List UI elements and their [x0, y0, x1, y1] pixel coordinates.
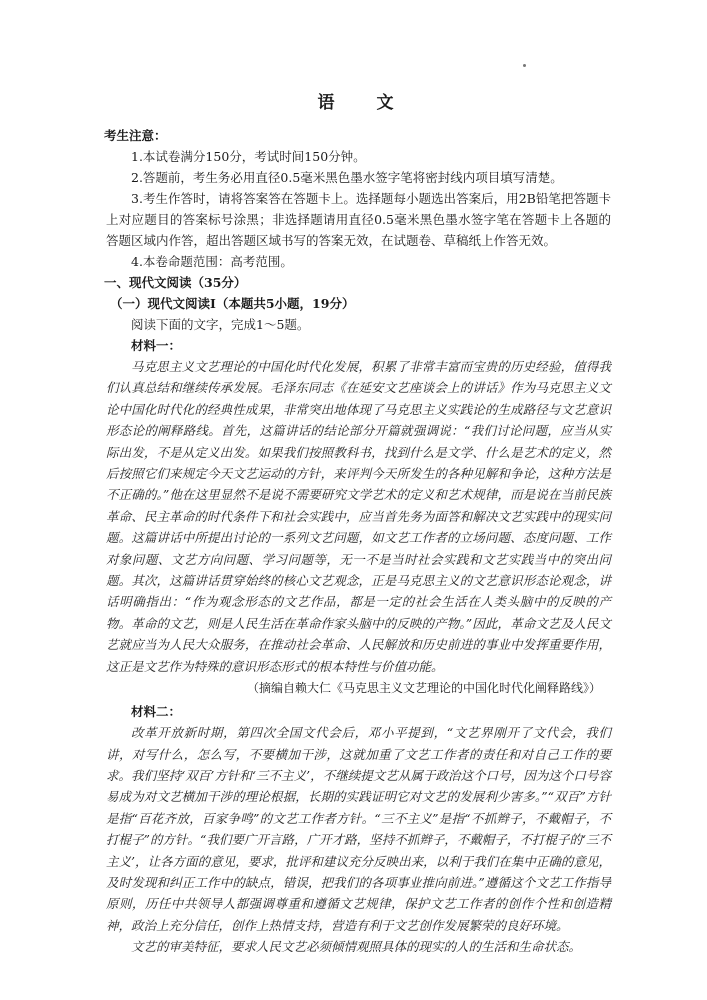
notice-item-3: 3.考生作答时，请将答案答在答题卡上。选择题每小题选出答案后，用2B铅笔把答题卡上对应题目的答案标号涂黑；非选择题请用直径0.5毫米黑色墨水签字笔在答题卡上各题的答题区域内作答，超出答题区域书写的答案无效，在试题卷、草稿纸上作答无效。	[106, 191, 611, 248]
notice-item-2: 2.答题前，考生务必用直径0.5毫米黑色墨水签字笔将密封线内项目填写清楚。	[131, 170, 563, 185]
material-2-label: 材料二：	[131, 704, 182, 720]
material-2-text-continued: 文艺的审美特征，要求人民文艺必须倾情观照具体的现实的人的生活和生命状态。	[131, 939, 582, 955]
material-1-text: 马克思主义文艺理论的中国化时代化发展，积累了非常丰富而宝贵的历史经验，值得我们认真总结和继续传承发展。毛泽东同志《在延安文艺座谈会上的讲话》作为马克思主义文论中国化时代化的经典性成果，非常突出地体现了马克思主义实践论的生成路径与文艺意识形态论的阐释路线。首先，这篇讲话的结论部分开篇就强调说：“我们讨论问题，应当从实际出发，不是从定义出发。如果我们按照教科书，找到什么是文学、什么是艺术的定义，然后按照它们来规定今天文艺运动的方针，来评判今天所发生的各种见解和争论，这种方法是不正确的。”他在这里显然不是说不需要研究文学艺术的定义和艺术规律，而是说在当前民族革命、民主革命的时代条件下和社会实践中，应当首先务为面答和解决文艺实践中的现实问题。这篇讲话中所提出讨论的一系列文艺问题，如文艺工作者的立场问题、态度问题、工作对象问题、文艺方向问题、学习问题等，无一不是当时社会实践和文艺实践当中的突出问题。其次，这篇讲话贯穿始终的核心文艺观念，正是马克思主义的文艺意识形态论观念，讲话明确指出：“作为观念形态的文艺作品，都是一定的社会生活在人类头脑中的反映的产物。革命的文艺，则是人民生活在革命作家头脑中的反映的产物。”因此，革命文艺及人民文艺就应当为人民大众服务，在推动社会革命、人民解放和历史前进的事业中发挥重要作用，这正是文艺作为特殊的意识形态形式的根本特性与价值功能。	[106, 359, 611, 674]
material-1-label: 材料一：	[131, 338, 182, 353]
section-heading: 一、现代文阅读（35分）	[104, 275, 247, 290]
notice-item-4: 4.本卷命题范围：高考范围。	[131, 254, 293, 269]
material-1-source: （摘编自赖大仁《马克思主义文艺理论的中国化时代化阐释路线》）	[246, 681, 601, 696]
page-title: 语 文	[317, 93, 412, 113]
instruction: 阅读下面的文字，完成1～5题。	[131, 317, 310, 332]
subsection-heading: （一）现代文阅读Ⅰ（本题共5小题，19分）	[110, 296, 355, 311]
scan-speck	[523, 64, 526, 67]
notice-heading: 考生注意：	[104, 128, 167, 143]
material-2-text: 改革开放新时期，第四次全国文代会后，邓小平提到，“文艺界刚开了文代会，我们讲，对写什么，怎么写，不要横加干涉，这就加重了文艺工作者的责任和对自己工作的要求。我们坚持‘双百’方针和‘三不主义’，不继续提文艺从属于政治这个口号，因为这个口号容易成为对文艺横加干涉的理论根据，长期的实践证明它对文艺的发展利少害多。”“双百”方针是指“百花齐放，百家争鸣”的文艺工作者方针。“三不主义”是指“不抓辫子，不戴帽子，不打棍子”的方针。“我们要广开言路，广开才路，坚持不抓辫子，不戴帽子，不打棍子的‘三不主义’，让各方面的意见，要求，批评和建议充分反映出来，以利于我们在集中正确的意见，及时发现和纠正工作中的缺点，错误，把我们的各项事业推向前进。”遵循这个文艺工作指导原则，历任中共领导人都强调尊重和遵循文艺规律，保护文艺工作者的创作个性和创造精神，政治上充分信任，创作上热情支持，营造有利于文艺创作发展繁荣的良好环境。	[106, 725, 611, 933]
notice-item-1: 1.本试卷满分150分，考试时间150分钟。	[131, 149, 366, 164]
